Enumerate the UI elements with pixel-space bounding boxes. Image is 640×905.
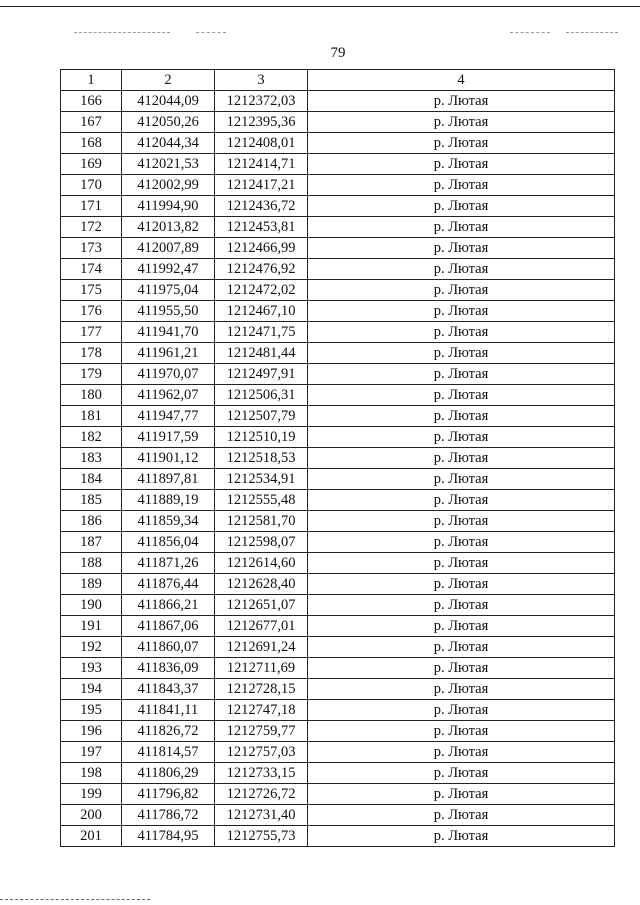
description-cell: р. Лютая [308,238,615,259]
x-coordinate-cell: 411962,07 [122,385,215,406]
x-coordinate-cell: 411992,47 [122,259,215,280]
y-coordinate-cell: 1212614,60 [215,553,308,574]
x-coordinate-cell: 412007,89 [122,238,215,259]
x-coordinate-cell: 411866,21 [122,595,215,616]
description-cell: р. Лютая [308,805,615,826]
x-coordinate-cell: 411901,12 [122,448,215,469]
y-coordinate-cell: 1212471,75 [215,322,308,343]
x-coordinate-cell: 411961,21 [122,343,215,364]
y-coordinate-cell: 1212677,01 [215,616,308,637]
table-row [61,259,615,280]
table-row [61,574,615,595]
table-row [61,763,615,784]
table-row [61,721,615,742]
table-row [61,196,615,217]
point-number-cell: 182 [61,427,122,448]
description-cell: р. Лютая [308,658,615,679]
x-coordinate-cell: 411970,07 [122,364,215,385]
point-number-cell: 194 [61,679,122,700]
y-coordinate-cell: 1212467,10 [215,301,308,322]
description-cell: р. Лютая [308,721,615,742]
x-coordinate-cell: 412044,09 [122,91,215,112]
table-row [61,133,615,154]
description-cell: р. Лютая [308,343,615,364]
scan-artifact-dash [566,32,618,33]
description-cell: р. Лютая [308,427,615,448]
x-coordinate-cell: 411941,70 [122,322,215,343]
point-number-cell: 193 [61,658,122,679]
table-row [61,91,615,112]
y-coordinate-cell: 1212372,03 [215,91,308,112]
top-rule [0,6,640,7]
description-cell: р. Лютая [308,322,615,343]
x-coordinate-cell: 411796,82 [122,784,215,805]
x-coordinate-cell: 411975,04 [122,280,215,301]
y-coordinate-cell: 1212728,15 [215,679,308,700]
y-coordinate-cell: 1212555,48 [215,490,308,511]
point-number-cell: 199 [61,784,122,805]
y-coordinate-cell: 1212506,31 [215,385,308,406]
y-coordinate-cell: 1212747,18 [215,700,308,721]
x-coordinate-cell: 412044,34 [122,133,215,154]
y-coordinate-cell: 1212481,44 [215,343,308,364]
x-coordinate-cell: 411897,81 [122,469,215,490]
y-coordinate-cell: 1212581,70 [215,511,308,532]
scan-artifact-dash [74,32,170,33]
table-row [61,679,615,700]
table-row [61,616,615,637]
y-coordinate-cell: 1212733,15 [215,763,308,784]
y-coordinate-cell: 1212759,77 [215,721,308,742]
y-coordinate-cell: 1212757,03 [215,742,308,763]
table-row [61,805,615,826]
table-row [61,427,615,448]
description-cell: р. Лютая [308,616,615,637]
table-row [61,238,615,259]
table-row [61,532,615,553]
table-row [61,343,615,364]
point-number-cell: 168 [61,133,122,154]
x-coordinate-cell: 411955,50 [122,301,215,322]
point-number-cell: 179 [61,364,122,385]
description-cell: р. Лютая [308,154,615,175]
y-coordinate-cell: 1212711,69 [215,658,308,679]
description-cell: р. Лютая [308,784,615,805]
table-row [61,322,615,343]
description-cell: р. Лютая [308,595,615,616]
column-header: 3 [215,70,308,91]
point-number-cell: 190 [61,595,122,616]
point-number-cell: 175 [61,280,122,301]
y-coordinate-cell: 1212417,21 [215,175,308,196]
x-coordinate-cell: 412050,26 [122,112,215,133]
point-number-cell: 192 [61,637,122,658]
description-cell: р. Лютая [308,112,615,133]
point-number-cell: 184 [61,469,122,490]
table-row [61,826,615,847]
x-coordinate-cell: 411876,44 [122,574,215,595]
description-cell: р. Лютая [308,532,615,553]
description-cell: р. Лютая [308,574,615,595]
x-coordinate-cell: 411860,07 [122,637,215,658]
point-number-cell: 173 [61,238,122,259]
table-row [61,217,615,238]
y-coordinate-cell: 1212510,19 [215,427,308,448]
y-coordinate-cell: 1212755,73 [215,826,308,847]
column-header: 1 [61,70,122,91]
table-row [61,490,615,511]
description-cell: р. Лютая [308,301,615,322]
table-row [61,364,615,385]
point-number-cell: 188 [61,553,122,574]
description-cell: р. Лютая [308,133,615,154]
x-coordinate-cell: 411784,95 [122,826,215,847]
y-coordinate-cell: 1212598,07 [215,532,308,553]
description-cell: р. Лютая [308,385,615,406]
y-coordinate-cell: 1212518,53 [215,448,308,469]
y-coordinate-cell: 1212534,91 [215,469,308,490]
x-coordinate-cell: 411859,34 [122,511,215,532]
description-cell: р. Лютая [308,196,615,217]
y-coordinate-cell: 1212408,01 [215,133,308,154]
table-row [61,154,615,175]
table-row [61,700,615,721]
table-row [61,301,615,322]
point-number-cell: 178 [61,343,122,364]
x-coordinate-cell: 412021,53 [122,154,215,175]
point-number-cell: 170 [61,175,122,196]
point-number-cell: 197 [61,742,122,763]
description-cell: р. Лютая [308,364,615,385]
x-coordinate-cell: 412002,99 [122,175,215,196]
coordinates-table [60,69,615,847]
x-coordinate-cell: 411814,57 [122,742,215,763]
table-row [61,175,615,196]
description-cell: р. Лютая [308,826,615,847]
point-number-cell: 191 [61,616,122,637]
table-row [61,280,615,301]
x-coordinate-cell: 411994,90 [122,196,215,217]
table-header-row [61,70,615,91]
description-cell: р. Лютая [308,469,615,490]
y-coordinate-cell: 1212691,24 [215,637,308,658]
description-cell: р. Лютая [308,679,615,700]
scan-artifact-dash [196,32,226,33]
x-coordinate-cell: 411836,09 [122,658,215,679]
point-number-cell: 196 [61,721,122,742]
scan-artifact-dash [510,32,550,33]
point-number-cell: 166 [61,91,122,112]
point-number-cell: 172 [61,217,122,238]
table-row [61,511,615,532]
scan-artifact-dash [0,899,150,900]
point-number-cell: 189 [61,574,122,595]
point-number-cell: 200 [61,805,122,826]
x-coordinate-cell: 411867,06 [122,616,215,637]
y-coordinate-cell: 1212726,72 [215,784,308,805]
point-number-cell: 187 [61,532,122,553]
page-number: 79 [330,45,346,61]
description-cell: р. Лютая [308,637,615,658]
table-row [61,742,615,763]
description-cell: р. Лютая [308,91,615,112]
description-cell: р. Лютая [308,490,615,511]
table-row [61,637,615,658]
y-coordinate-cell: 1212628,40 [215,574,308,595]
x-coordinate-cell: 411843,37 [122,679,215,700]
description-cell: р. Лютая [308,742,615,763]
table-row [61,658,615,679]
y-coordinate-cell: 1212414,71 [215,154,308,175]
x-coordinate-cell: 411841,11 [122,700,215,721]
x-coordinate-cell: 411856,04 [122,532,215,553]
description-cell: р. Лютая [308,217,615,238]
point-number-cell: 167 [61,112,122,133]
y-coordinate-cell: 1212476,92 [215,259,308,280]
y-coordinate-cell: 1212395,36 [215,112,308,133]
table-row [61,784,615,805]
x-coordinate-cell: 411871,26 [122,553,215,574]
x-coordinate-cell: 411889,19 [122,490,215,511]
y-coordinate-cell: 1212472,02 [215,280,308,301]
description-cell: р. Лютая [308,553,615,574]
description-cell: р. Лютая [308,259,615,280]
y-coordinate-cell: 1212497,91 [215,364,308,385]
point-number-cell: 201 [61,826,122,847]
description-cell: р. Лютая [308,280,615,301]
y-coordinate-cell: 1212466,99 [215,238,308,259]
table-row [61,406,615,427]
table-row [61,448,615,469]
description-cell: р. Лютая [308,406,615,427]
table-body [61,91,615,847]
column-header: 2 [122,70,215,91]
description-cell: р. Лютая [308,700,615,721]
table-row [61,595,615,616]
x-coordinate-cell: 411806,29 [122,763,215,784]
point-number-cell: 176 [61,301,122,322]
point-number-cell: 181 [61,406,122,427]
description-cell: р. Лютая [308,511,615,532]
y-coordinate-cell: 1212436,72 [215,196,308,217]
x-coordinate-cell: 411786,72 [122,805,215,826]
point-number-cell: 180 [61,385,122,406]
point-number-cell: 171 [61,196,122,217]
point-number-cell: 177 [61,322,122,343]
y-coordinate-cell: 1212731,40 [215,805,308,826]
description-cell: р. Лютая [308,175,615,196]
table-row [61,553,615,574]
point-number-cell: 186 [61,511,122,532]
y-coordinate-cell: 1212651,07 [215,595,308,616]
point-number-cell: 195 [61,700,122,721]
description-cell: р. Лютая [308,763,615,784]
point-number-cell: 169 [61,154,122,175]
x-coordinate-cell: 411947,77 [122,406,215,427]
y-coordinate-cell: 1212453,81 [215,217,308,238]
point-number-cell: 198 [61,763,122,784]
x-coordinate-cell: 411826,72 [122,721,215,742]
table-row [61,469,615,490]
x-coordinate-cell: 412013,82 [122,217,215,238]
table-row [61,112,615,133]
table-row [61,385,615,406]
y-coordinate-cell: 1212507,79 [215,406,308,427]
column-header: 4 [308,70,615,91]
description-cell: р. Лютая [308,448,615,469]
point-number-cell: 183 [61,448,122,469]
point-number-cell: 185 [61,490,122,511]
x-coordinate-cell: 411917,59 [122,427,215,448]
point-number-cell: 174 [61,259,122,280]
